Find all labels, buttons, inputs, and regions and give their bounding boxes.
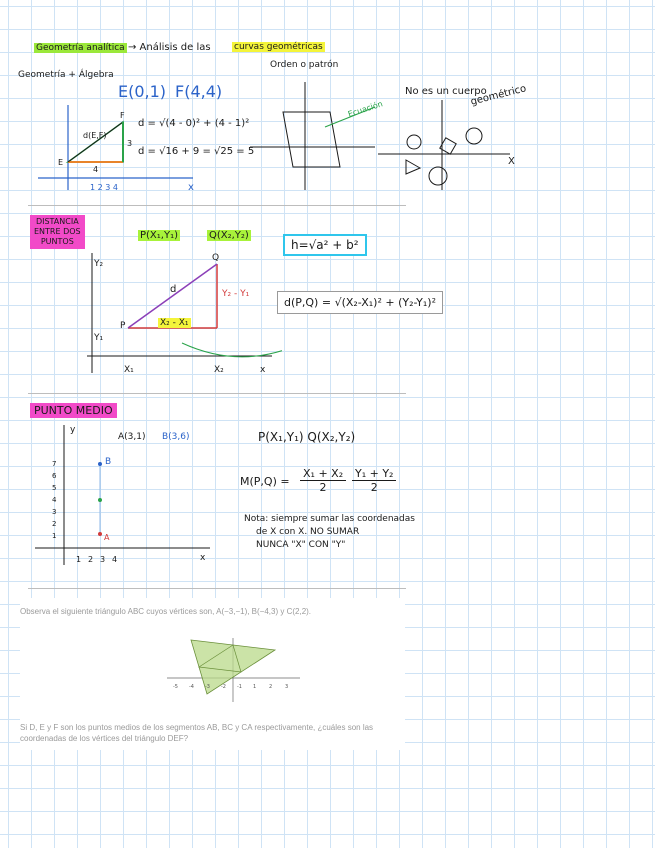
svg-text:F: F — [120, 111, 125, 120]
label-a: A — [104, 533, 110, 542]
distance-title — [30, 215, 85, 249]
geometry-algebra-text: Geometría + Álgebra — [18, 70, 114, 80]
divider-1 — [28, 205, 406, 206]
distance-title-l1: DISTANCIA — [35, 217, 79, 226]
frac-y-num: Y₁ + Y₂ — [352, 467, 396, 481]
frac-x-den: 2 — [319, 481, 327, 494]
label-b: B — [105, 457, 112, 467]
midpoint-lhs: M(P,Q) = — [240, 475, 290, 488]
x2-minus-x1: X₂ - X₁ — [160, 318, 189, 328]
point-p-generic: P(X₁,Y₁) — [140, 230, 178, 241]
label-x1: X₁ — [124, 365, 134, 375]
label-y1: Y₁ — [94, 333, 104, 343]
y-tick-label: 3 — [52, 508, 57, 516]
order-pattern-text: Orden o patrón — [270, 60, 339, 70]
distance-calc-line2: d = √16 + 9 = √25 = 5 — [138, 146, 255, 157]
svg-text:E: E — [58, 158, 64, 167]
not-curve-text: No es un cuerpo — [405, 86, 487, 97]
x-tick-label: 3 — [100, 555, 106, 564]
point-f-label: F(4,4) — [175, 82, 223, 101]
y-tick-label: 5 — [52, 484, 57, 492]
y-tick-label: 4 — [52, 496, 57, 504]
svg-text:y: y — [70, 425, 76, 435]
problem-triangle-figure — [165, 636, 305, 706]
curves-text: curvas geométricas — [234, 42, 323, 52]
divider-3 — [28, 588, 406, 589]
problem-x-tick-label: 1 — [253, 684, 257, 690]
midpoint-frac-x — [300, 467, 346, 494]
frac-x-num: X₁ + X₂ — [300, 467, 346, 481]
side-3-label: 3 — [127, 139, 133, 148]
pythagoras-box: h=√a² + b² — [283, 234, 367, 256]
midpoint-note — [244, 513, 415, 552]
svg-text:x: x — [200, 553, 206, 563]
geometric-text: geométrico — [469, 83, 528, 108]
title-geometria-analitica: Geometría analítica — [36, 43, 125, 53]
svg-text:x: x — [188, 182, 194, 193]
svg-text:1 2 3 4: 1 2 3 4 — [90, 183, 118, 192]
x-tick-label: 2 — [88, 555, 94, 564]
midpoint-frac-y — [352, 467, 396, 494]
side-4-label: 4 — [93, 165, 99, 174]
arrow-analysis-text: → Análisis de las — [128, 42, 211, 53]
problem-intro: Observa el siguiente triángulo ABC cuyos vértices son, A(−3,−1), B(−4,3) y C(2,2). — [20, 607, 312, 616]
distance-title-l3: PUNTOS — [40, 237, 74, 246]
d-ef-label: d(E,F) — [83, 131, 107, 140]
x-tick-label: 4 — [112, 555, 118, 564]
frac-y-den: 2 — [370, 481, 378, 494]
distance-title-l2: ENTRE DOS — [34, 227, 81, 236]
graph-ef-triangle — [28, 100, 203, 195]
y-tick-label: 6 — [52, 472, 57, 480]
label-y2: Y₂ — [94, 259, 104, 269]
distance-formula: d(P,Q) = √(X₂-X₁)² + (Y₂-Y₁)² — [277, 291, 443, 314]
svg-text:X: X — [508, 156, 515, 167]
note-line-2: de X con X. NO SUMAR — [256, 527, 360, 537]
distance-calc-line1: d = √(4 - 0)² + (4 - 1)² — [138, 118, 250, 129]
label-p: P — [120, 321, 126, 331]
problem-x-tick-label: -3 — [205, 684, 210, 690]
problem-question-l2: coordenadas de los vértices del triángulo DEF? — [20, 734, 189, 743]
equation-tag: Ecuación — [346, 99, 384, 119]
note-line-3: NUNCA "X" CON "Y" — [256, 540, 346, 550]
graph-distance — [82, 248, 282, 378]
y2-minus-y1: Y₂ - Y₁ — [222, 289, 250, 299]
graph-not-curve — [370, 96, 520, 192]
point-a-label: A(3,1) — [118, 432, 146, 442]
midpoint-dot — [98, 498, 102, 502]
problem-x-tick-label: 2 — [269, 684, 273, 690]
point-q-generic: Q(X₂,Y₂) — [209, 230, 249, 241]
point-e-label: E(0,1) — [118, 82, 167, 101]
problem-x-tick-label: -1 — [237, 684, 242, 690]
problem-x-tick-label: -2 — [221, 684, 226, 690]
point-b-dot — [98, 462, 102, 466]
problem-x-tick-label: -4 — [189, 684, 194, 690]
midpoint-title: PUNTO MEDIO — [30, 403, 117, 418]
problem-x-tick-label: -5 — [173, 684, 178, 690]
problem-x-tick-label: 3 — [285, 684, 289, 690]
divider-2 — [28, 393, 406, 394]
point-b-label: B(3,6) — [162, 432, 190, 442]
y-tick-label: 2 — [52, 520, 57, 528]
svg-text:x: x — [260, 365, 266, 375]
pq-generic: P(X₁,Y₁) Q(X₂,Y₂) — [258, 430, 356, 444]
y-tick-label: 1 — [52, 532, 57, 540]
label-d: d — [170, 284, 177, 295]
label-x2: X₂ — [214, 365, 224, 375]
note-line-1: Nota: siempre sumar las coordenadas — [244, 514, 415, 524]
y-tick-label: 7 — [52, 460, 57, 468]
x-tick-label: 1 — [76, 555, 82, 564]
label-q: Q — [212, 253, 220, 263]
point-a-dot — [98, 532, 102, 536]
graph-midpoint — [30, 420, 220, 570]
problem-question-l1: Si D, E y F son los puntos medios de los segmentos AB, BC y CA respectivamente, ¿cuáles son las — [20, 723, 374, 732]
problem-card — [20, 598, 405, 750]
